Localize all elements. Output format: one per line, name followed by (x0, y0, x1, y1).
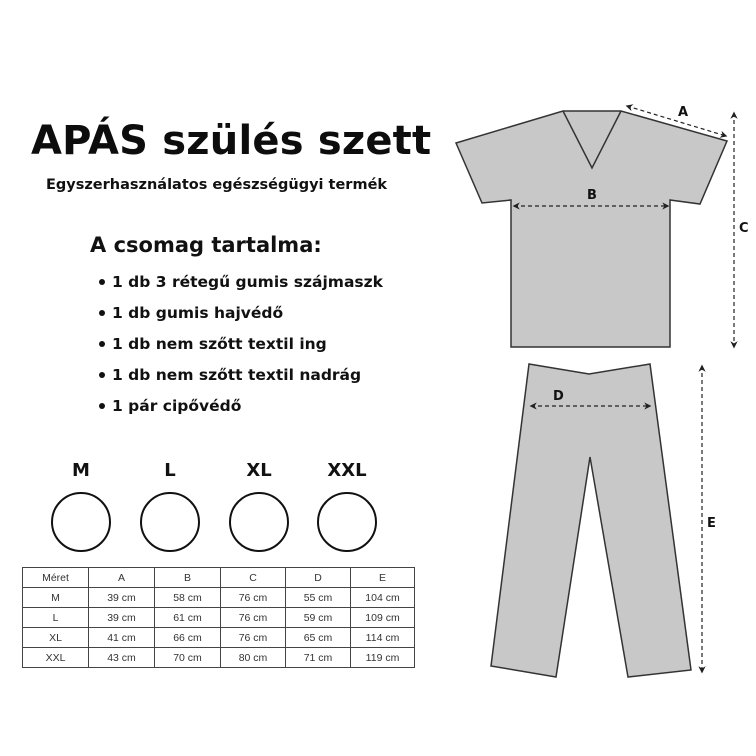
table-cell: 65 cm (286, 628, 351, 648)
column-header-a: A (89, 568, 155, 588)
shirt-icon (456, 111, 727, 347)
list-item-label: 1 db gumis hajvédő (112, 303, 284, 322)
column-header-size: Méret (23, 568, 89, 588)
table-cell: XXL (23, 648, 89, 668)
list-item-label: 1 db 3 rétegű gumis szájmaszk (112, 272, 383, 291)
list-item-label: 1 db nem szőtt textil nadrág (112, 365, 362, 384)
table-cell: 70 cm (155, 648, 221, 668)
table-cell: 80 cm (221, 648, 286, 668)
measure-b-label: B (587, 188, 597, 203)
size-label-xl: XL (246, 460, 272, 481)
table-cell: XL (23, 628, 89, 648)
table-cell: 76 cm (221, 608, 286, 628)
size-label-l: L (164, 460, 176, 481)
column-header-e: E (351, 568, 415, 588)
table-cell: 104 cm (351, 588, 415, 608)
table-cell: M (23, 588, 89, 608)
table-cell: 39 cm (89, 608, 155, 628)
table-cell: 59 cm (286, 608, 351, 628)
measure-a-label: A (678, 105, 689, 120)
table-cell: 76 cm (221, 588, 286, 608)
table-cell: 71 cm (286, 648, 351, 668)
list-item-label: 1 db nem szőtt textil ing (112, 334, 327, 353)
table-cell: 76 cm (221, 628, 286, 648)
pants-icon (491, 364, 691, 677)
table-cell: 39 cm (89, 588, 155, 608)
size-label-m: M (72, 460, 90, 481)
measure-c-label: C (739, 221, 749, 236)
table-cell: 109 cm (351, 608, 415, 628)
table-cell: 61 cm (155, 608, 221, 628)
table-cell: 119 cm (351, 648, 415, 668)
table-cell: L (23, 608, 89, 628)
table-cell: 114 cm (351, 628, 415, 648)
page-subtitle: Egyszerhasználatos egészségügyi termék (46, 177, 388, 193)
list-item-label: 1 pár cipővédő (112, 396, 242, 415)
column-header-b: B (155, 568, 221, 588)
table-cell: 41 cm (89, 628, 155, 648)
table-cell: 66 cm (155, 628, 221, 648)
size-label-xxl: XXL (327, 460, 367, 481)
package-contents-heading: A csomag tartalma: (90, 233, 322, 257)
table-cell: 58 cm (155, 588, 221, 608)
measure-d-label: D (553, 389, 564, 404)
page-title: APÁS szülés szett (31, 118, 432, 164)
column-header-c: C (221, 568, 286, 588)
column-header-d: D (286, 568, 351, 588)
table-cell: 43 cm (89, 648, 155, 668)
table-cell: 55 cm (286, 588, 351, 608)
measure-e-label: E (707, 516, 716, 531)
